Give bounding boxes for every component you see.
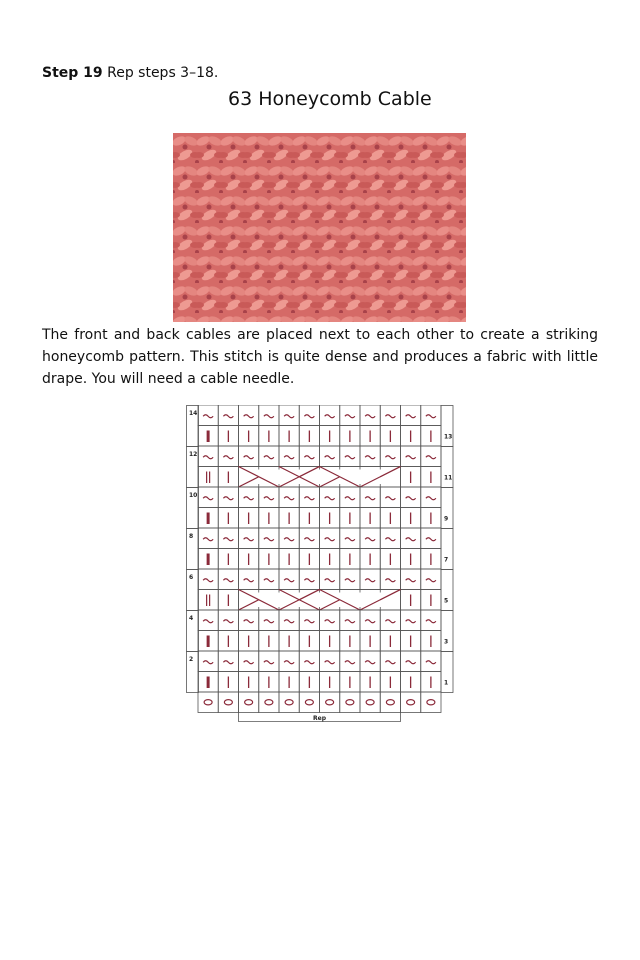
pattern-description: The front and back cables are placed next to each other to create a striking honeycomb pattern. This stitch is quite dense and produces a fabric with little drape. You will need a cable needle. <box>42 327 598 387</box>
row-number-label: 13 <box>444 433 453 441</box>
row-number-label: 6 <box>189 574 194 581</box>
row-number-label: 10 <box>189 492 198 499</box>
row-number-label: 14 <box>189 410 198 417</box>
row-number-label: 11 <box>444 474 453 482</box>
stitch-chart <box>186 405 454 725</box>
row-number-label: 8 <box>189 533 194 540</box>
row-number-label: 7 <box>444 556 449 564</box>
row-number-label: 5 <box>444 597 449 605</box>
swatch-texture <box>173 133 466 322</box>
step-text: Rep steps 3–18. <box>102 65 219 81</box>
row-number-label: 4 <box>189 615 194 622</box>
pattern-title-text: 63 Honeycomb Cable <box>228 88 432 110</box>
step-instruction <box>42 64 218 82</box>
row-number-label: 2 <box>189 656 194 663</box>
row-number-label: 12 <box>189 451 198 458</box>
stitch-chart-grid <box>186 405 454 725</box>
swatch-photo <box>173 133 466 322</box>
row-number-label: 1 <box>444 679 449 687</box>
row-number-label: 9 <box>444 515 449 523</box>
rep-label: Rep <box>313 715 326 722</box>
row-number-label: 3 <box>444 638 449 646</box>
step-label: Step 19 <box>42 65 103 81</box>
